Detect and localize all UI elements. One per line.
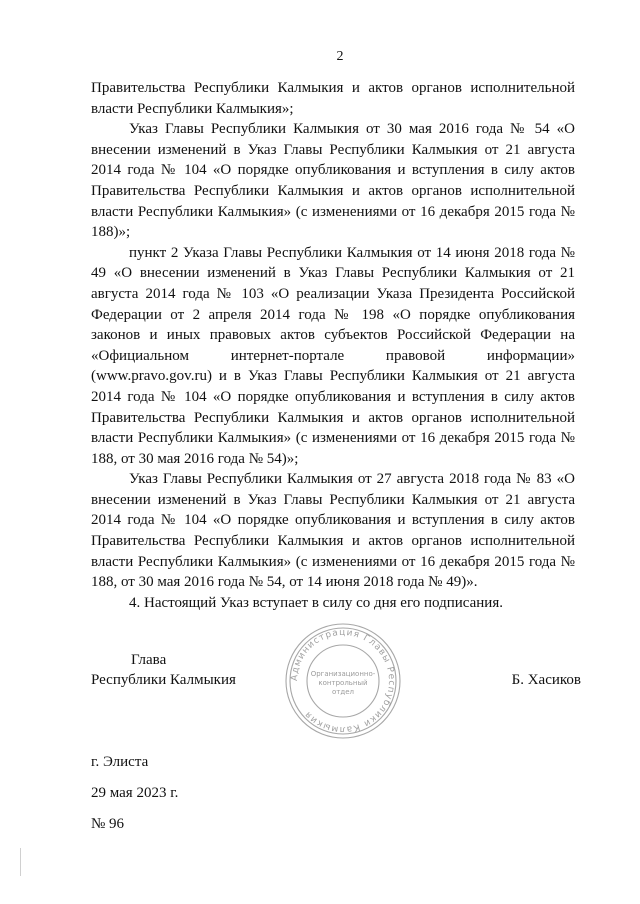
scan-edge-mark bbox=[20, 848, 21, 876]
signer-title-line1: Глава bbox=[131, 652, 167, 668]
seal-outer-text: Администрация Главы Республики Калмыкия bbox=[289, 627, 397, 735]
paragraph-continuation: Правительства Республики Калмыкия и актов органов исполнительной власти Республики Калмыкия»; bbox=[91, 80, 575, 117]
paragraph-decree-83: Указ Главы Республики Калмыкия от 27 августа 2018 года № 83 «О внесении изменений в Указ Главы Республики Калмыкия от 21 августа 2014 года № 104 «О порядке опубликования и вступления в силу актов Правительства Республики Калмыкия и актов органов исполнительной власти Республики Калмыкия» (с изменениями от 16 декабря 2015 года № 188, от 30 мая 2016 года № 54, от 14 июня 2018 года № 49)». bbox=[91, 471, 575, 591]
footer-city: г. Элиста bbox=[91, 754, 149, 770]
footer-date: 29 мая 2023 г. bbox=[91, 785, 179, 801]
seal-inner-text-1: Организационно- bbox=[310, 670, 376, 678]
page-number: 2 bbox=[336, 49, 344, 64]
paragraph-decree-54: Указ Главы Республики Калмыкия от 30 мая 2016 года № 54 «О внесении изменений в Указ Главы Республики Калмыкия от 21 августа 2014 года № 104 «О порядке опубликования и вступления в силу актов Правительства Республики Калмыкия и актов органов исполнительной власти Республики Калмыкия» (с изменениями от 16 декабря 2015 года № 188)»; bbox=[91, 121, 575, 241]
seal-inner-text-2: контрольный bbox=[318, 679, 368, 687]
footer-number: № 96 bbox=[91, 816, 125, 832]
signer-name: Б. Хасиков bbox=[511, 672, 581, 688]
paragraph-effective: 4. Настоящий Указ вступает в силу со дня его подписания. bbox=[129, 594, 503, 611]
official-seal bbox=[283, 621, 403, 741]
signer-title-line2: Республики Калмыкия bbox=[91, 672, 236, 688]
seal-inner-text-3: отдел bbox=[332, 688, 354, 696]
document-footer bbox=[91, 752, 178, 845]
document-body bbox=[91, 78, 575, 613]
paragraph-decree-49: пункт 2 Указа Главы Республики Калмыкия от 14 июня 2018 года № 49 «О внесении изменений в Указ Главы Республики Калмыкия от 21 августа 2014 года № 103 «О реализации Указа Президента Российской Федерации от 2 апреля 2014 года № 198 «О порядке опубликования законов и иных правовых актов субъектов Российской Федерации на «Официальном интернет-портале правовой информации» (www.pravo.gov.ru) и в Указ Главы Республики Калмыкия от 21 августа 2014 года № 104 «О порядке опубликования и вступления в силу актов Правительства Республики Калмыкия и актов органов исполнительной власти Республики Калмыкия» (с изменениями от 16 декабря 2015 года № 188, от 30 мая 2016 года № 54)»; bbox=[91, 244, 575, 467]
